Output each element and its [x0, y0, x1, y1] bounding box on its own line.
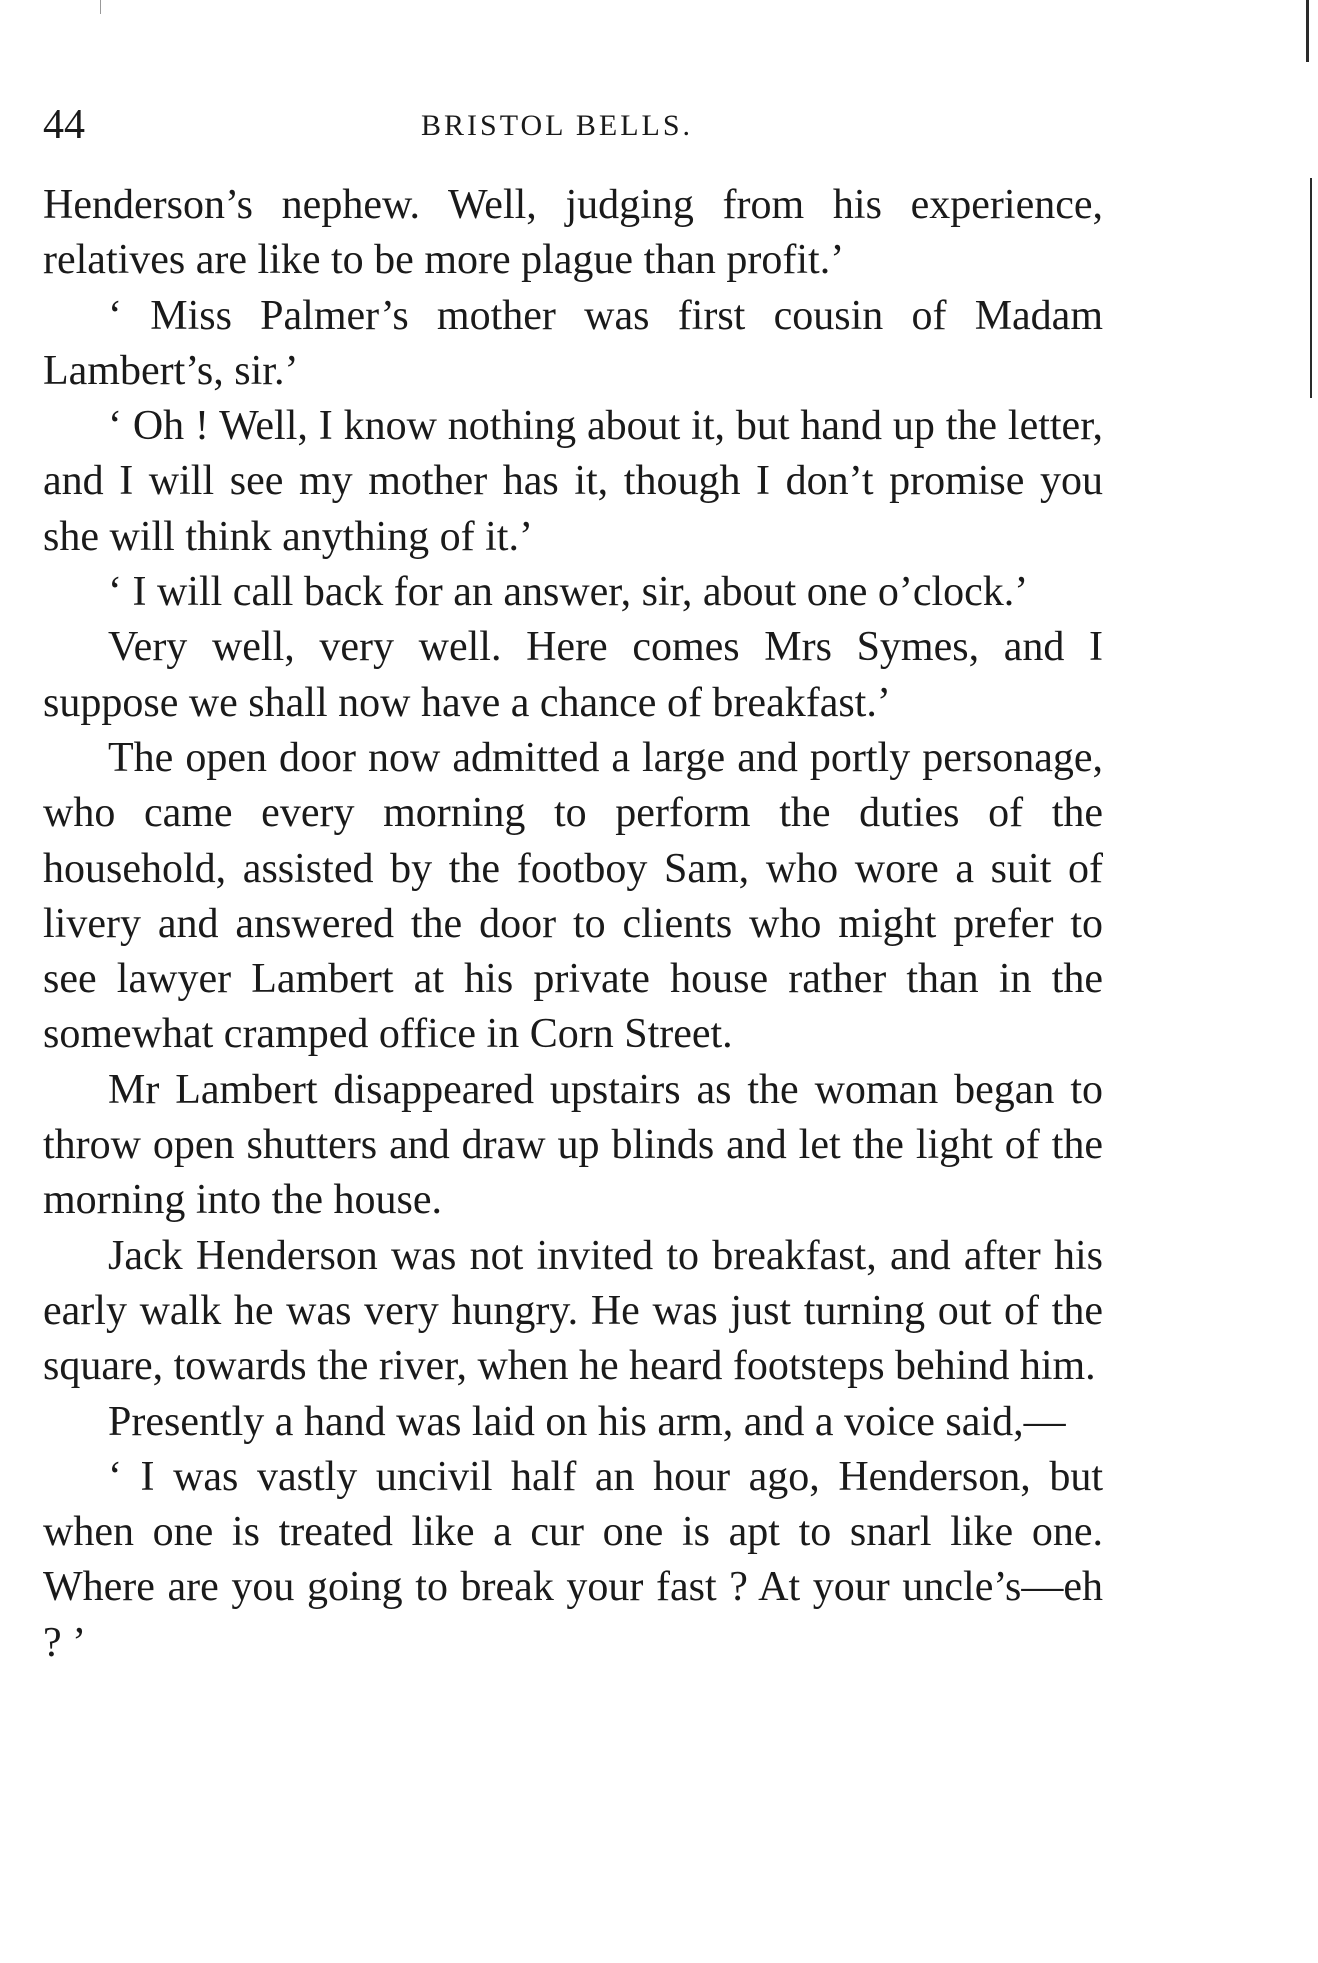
paragraph: Presently a hand was laid on his arm, and a voice said,—: [108, 1398, 1066, 1445]
page-number: 44: [43, 102, 85, 148]
paragraph: Henderson’s nephew. Well, judging from his experience, relatives are like to be more plague than profit.’: [43, 182, 1103, 284]
paragraph: ‘ I will call back for an answer, sir, about one o’clock.’: [108, 569, 1029, 616]
body-text: [43, 178, 1103, 1671]
paragraph: ‘ Miss Palmer’s mother was first cousin of Madam Lambert’s, sir.’: [43, 292, 1103, 394]
page-edge-mark: [100, 0, 101, 14]
paragraph: Jack Henderson was not invited to breakfast, and after his early walk he was very hungry. He was just turning out of the square, towards the river, when he heard footsteps behind him.: [43, 1232, 1103, 1390]
paragraph: Very well, very well. Here comes Mrs Symes, and I suppose we shall now have a chance of breakfast.’: [43, 624, 1103, 726]
paragraph: The open door now admitted a large and portly personage, who came every morning to perform the duties of the household, assisted by the footboy Sam, who wore a suit of livery and answered the door to clients who might prefer to see lawyer Lambert at his private house rather than in the somewhat cramped office in Corn Street.: [43, 734, 1103, 1058]
running-title: BRISTOL BELLS.: [421, 109, 694, 142]
paragraph: ‘ Oh ! Well, I know nothing about it, but hand up the letter, and I will see my mother has it, though I don’t promise you she will think anything of it.’: [43, 403, 1103, 560]
running-head: [43, 100, 1103, 150]
binding-edge-mark: [1306, 0, 1309, 62]
paragraph: ‘ I was vastly uncivil half an hour ago, Henderson, but when one is treated like a cur one is apt to snarl like one. Where are you going to break your fast ? At your uncle’s—eh ? ’: [43, 1453, 1103, 1666]
paragraph: Mr Lambert disappeared upstairs as the woman began to throw open shutters and draw up blinds and let the light of the morning into the house.: [43, 1066, 1103, 1224]
binding-edge-mark: [1310, 178, 1312, 398]
